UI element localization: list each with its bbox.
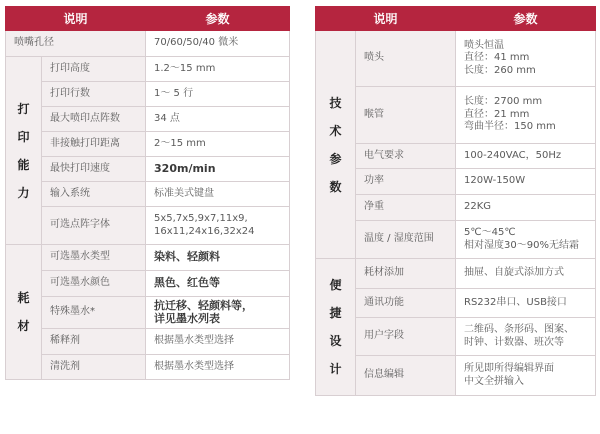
table-row — [6, 297, 290, 329]
row-label: 耗材添加 — [356, 259, 456, 289]
table-row — [6, 329, 290, 355]
row-label: 清洗剂 — [42, 355, 146, 380]
table-row — [6, 355, 290, 380]
table-row — [316, 195, 596, 221]
table-row — [316, 221, 596, 259]
table-row — [316, 259, 596, 289]
table-row — [6, 31, 290, 57]
row-label: 电气要求 — [356, 144, 456, 169]
table-row — [6, 182, 290, 207]
table-row — [316, 31, 596, 87]
row-value: 100-240VAC，50Hz — [456, 144, 596, 169]
row-label: 功率 — [356, 169, 456, 195]
row-label: 输入系统 — [42, 182, 146, 207]
row-value: 320m/min — [146, 157, 290, 182]
row-label: 最大喷印点阵数 — [42, 107, 146, 132]
row-label: 温度 / 湿度范围 — [356, 221, 456, 259]
row-label: 净重 — [356, 195, 456, 221]
table-row — [316, 144, 596, 169]
row-value: 70/60/50/40 微米 — [146, 31, 290, 57]
header-parameter: 参数 — [456, 7, 596, 31]
table-header-row — [6, 7, 290, 31]
row-label: 最快打印速度 — [42, 157, 146, 182]
row-value: 22KG — [456, 195, 596, 221]
row-value: 染料、轻颜料 — [146, 245, 290, 271]
table-header-row — [316, 7, 596, 31]
table-row — [6, 82, 290, 107]
category-consumables: 耗 材 — [6, 245, 42, 380]
table-row — [316, 356, 596, 396]
header-parameter: 参数 — [146, 7, 290, 31]
table-row — [316, 289, 596, 318]
row-label: 可选墨水颜色 — [42, 271, 146, 297]
row-value: 2～15 mm — [146, 132, 290, 157]
header-description: 说明 — [6, 7, 146, 31]
table-row — [316, 87, 596, 144]
row-value: 抗迁移、轻颜料等， 详见墨水列表 — [146, 297, 290, 329]
table-row — [6, 245, 290, 271]
row-value: 34 点 — [146, 107, 290, 132]
row-value: 1～ 5 行 — [146, 82, 290, 107]
row-value: 120W-150W — [456, 169, 596, 195]
row-value: 5℃～45℃ 相对湿度30～90%无结霜 — [456, 221, 596, 259]
table-row — [6, 132, 290, 157]
table-row — [6, 271, 290, 297]
row-value: 5x5,7x5,9x7,11x9, 16x11,24x16,32x24 — [146, 207, 290, 245]
row-label: 喉管 — [356, 87, 456, 144]
row-value: 抽屉、自旋式添加方式 — [456, 259, 596, 289]
row-label: 非接触打印距离 — [42, 132, 146, 157]
row-value: 喷头恒温 直径：41 mm 长度：260 mm — [456, 31, 596, 87]
row-label: 可选点阵字体 — [42, 207, 146, 245]
table-row — [6, 207, 290, 245]
row-label: 用户字段 — [356, 318, 456, 356]
table-row — [316, 318, 596, 356]
row-label: 特殊墨水* — [42, 297, 146, 329]
row-value: 1.2～15 mm — [146, 57, 290, 82]
row-label: 喷嘴孔径 — [6, 31, 146, 57]
table-row — [6, 107, 290, 132]
row-value: 标准美式键盘 — [146, 182, 290, 207]
row-label: 打印行数 — [42, 82, 146, 107]
row-label: 通讯功能 — [356, 289, 456, 318]
right-spec-table — [315, 6, 596, 396]
table-row — [6, 57, 290, 82]
row-value: 所见即所得编辑界面 中文全拼输入 — [456, 356, 596, 396]
table-row — [316, 169, 596, 195]
category-convenient-design: 便 捷 设 计 — [316, 259, 356, 396]
row-value: 黑色、红色等 — [146, 271, 290, 297]
row-label: 稀释剂 — [42, 329, 146, 355]
row-label: 信息编辑 — [356, 356, 456, 396]
row-value: RS232串口、USB接口 — [456, 289, 596, 318]
row-value: 二维码、条形码、图案、 时钟、计数器、班次等 — [456, 318, 596, 356]
row-value: 根据墨水类型选择 — [146, 355, 290, 380]
category-print-capability: 打 印 能 力 — [6, 57, 42, 245]
table-row — [6, 157, 290, 182]
row-value: 长度：2700 mm 直径：21 mm 弯曲半径：150 mm — [456, 87, 596, 144]
category-tech-params: 技 术 参 数 — [316, 31, 356, 259]
row-value: 根据墨水类型选择 — [146, 329, 290, 355]
row-label: 打印高度 — [42, 57, 146, 82]
left-spec-table — [5, 6, 290, 380]
row-label: 可选墨水类型 — [42, 245, 146, 271]
header-description: 说明 — [316, 7, 456, 31]
row-label: 喷头 — [356, 31, 456, 87]
